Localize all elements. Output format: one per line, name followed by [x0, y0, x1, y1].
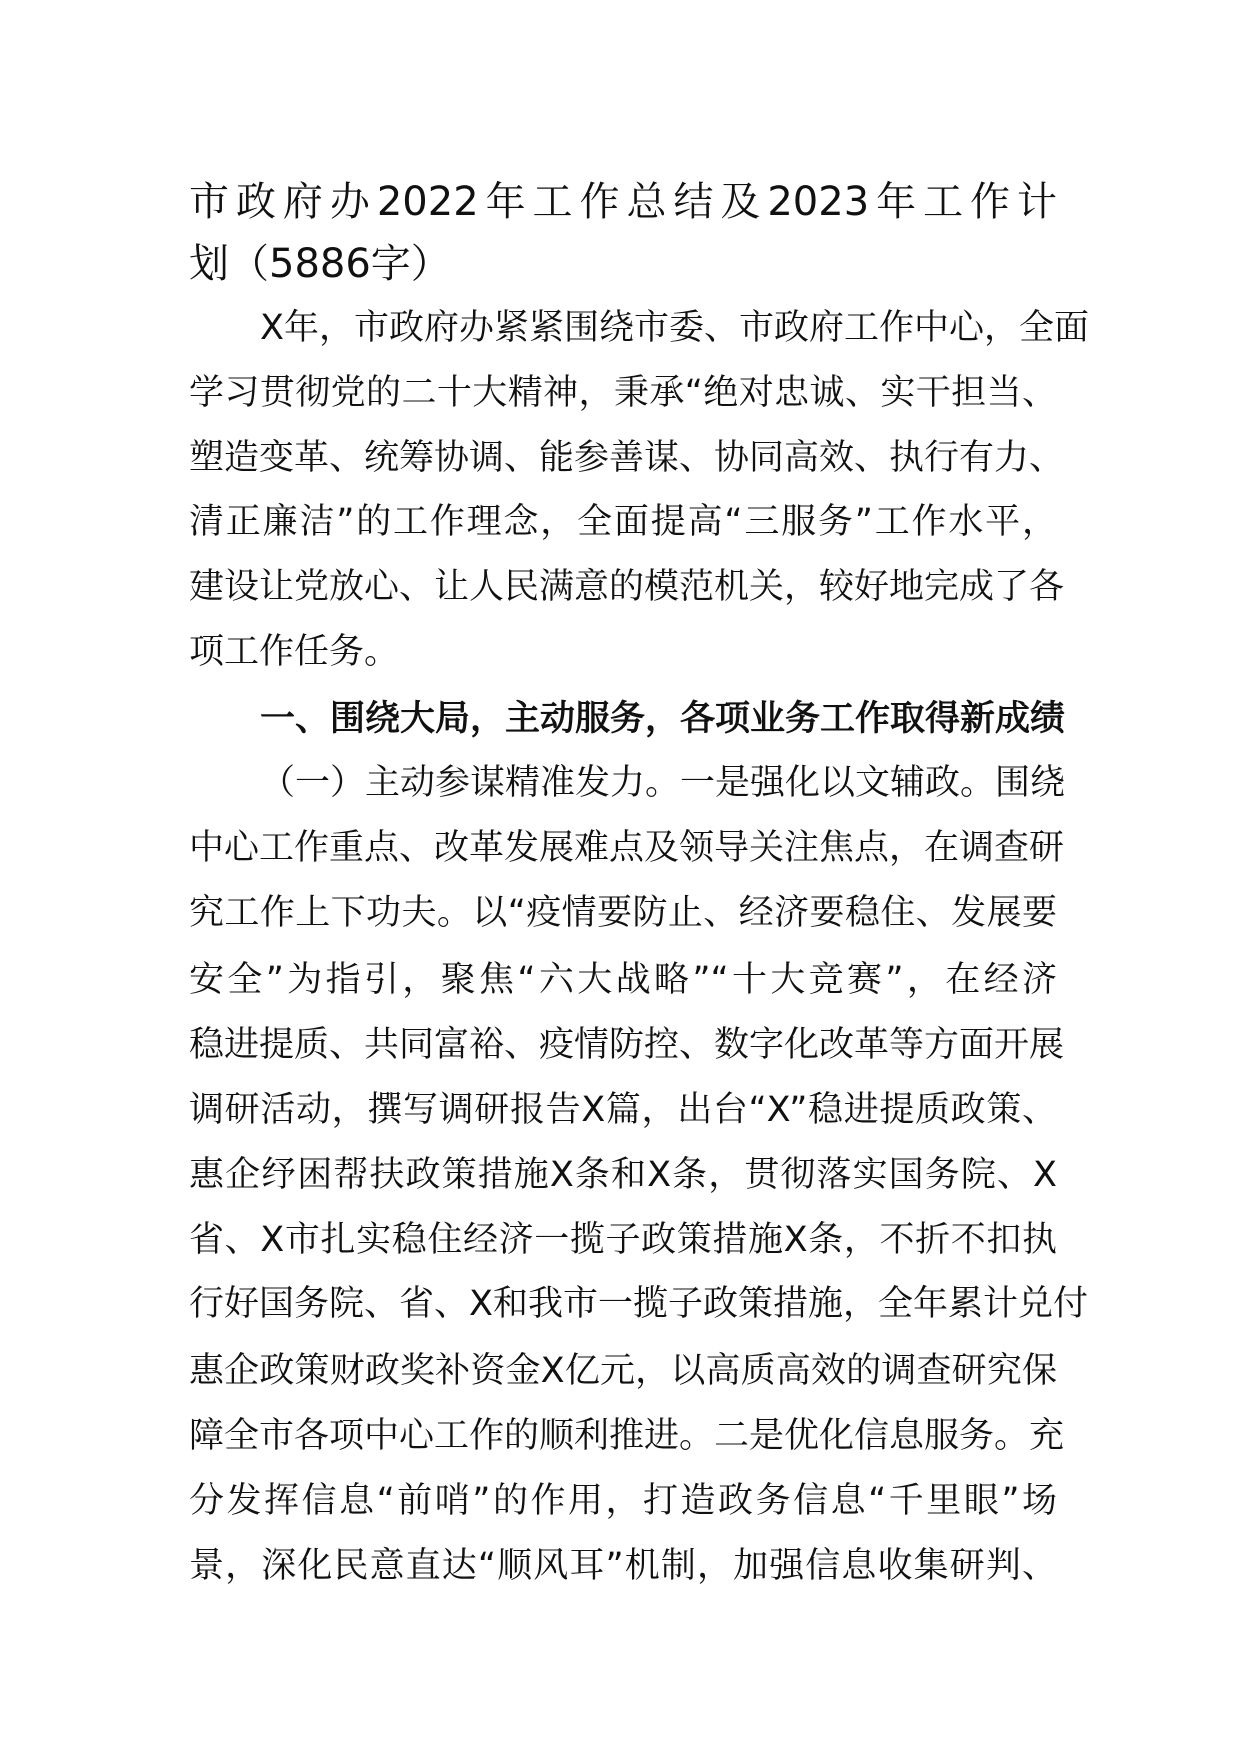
paragraph-2-line: 调研活动，撰写调研报告X篇，出台“X”稳进提质政策、 — [189, 1090, 1057, 1130]
paragraph-1-line: 建设让党放心、让人民满意的模范机关，较好地完成了各 — [189, 567, 1065, 607]
paragraph-2-line: （一）主动参谋精准发力。一是强化以文辅政。围绕 — [260, 763, 1066, 803]
paragraph-2-line: 行好国务院、省、X和我市一揽子政策措施，全年累计兑付 — [189, 1284, 1088, 1324]
section-heading: 一、围绕大局，主动服务，各项业务工作取得新成绩 — [260, 699, 1066, 739]
document-title-line-2: 划（5886字） — [189, 241, 451, 287]
paragraph-2-line: 中心工作重点、改革发展难点及领导关注焦点，在调查研 — [189, 828, 1065, 868]
document-title-line-1: 市政府办2022年工作总结及2023年工作计 — [189, 179, 1057, 225]
paragraph-2-line: 惠企纾困帮扶政策措施X条和X条，贯彻落实国务院、X — [189, 1155, 1057, 1195]
paragraph-2-line: 障全市各项中心工作的顺利推进。二是优化信息服务。充 — [189, 1416, 1065, 1456]
paragraph-1-line: 学习贯彻党的二十大精神，秉承“绝对忠诚、实干担当、 — [189, 373, 1057, 413]
paragraph-2-line: 景，深化民意直达“顺风耳”机制，加强信息收集研判、 — [189, 1546, 1057, 1586]
paragraph-1-line: 项工作任务。 — [189, 632, 400, 672]
paragraph-2-line: 稳进提质、共同富裕、疫情防控、数字化改革等方面开展 — [189, 1025, 1065, 1065]
paragraph-2-line: 惠企政策财政奖补资金X亿元，以高质高效的调查研究保 — [189, 1351, 1057, 1391]
paragraph-1-line: 塑造变革、统筹协调、能参善谋、协同高效、执行有力、 — [189, 438, 1065, 478]
paragraph-2-line: 分发挥信息“前哨”的作用，打造政务信息“千里眼”场 — [189, 1481, 1057, 1521]
paragraph-2-line: 安全”为指引，聚焦“六大战略”“十大竞赛”，在经济 — [189, 960, 1057, 1000]
paragraph-1-line: 清正廉洁”的工作理念，全面提高“三服务”工作水平， — [189, 502, 1057, 542]
paragraph-1-line: X年，市政府办紧紧围绕市委、市政府工作中心，全面 — [260, 308, 1089, 348]
paragraph-2-line: 究工作上下功夫。以“疫情要防止、经济要稳住、发展要 — [189, 893, 1057, 933]
paragraph-2-line: 省、X市扎实稳住经济一揽子政策措施X条，不折不扣执 — [189, 1220, 1057, 1260]
